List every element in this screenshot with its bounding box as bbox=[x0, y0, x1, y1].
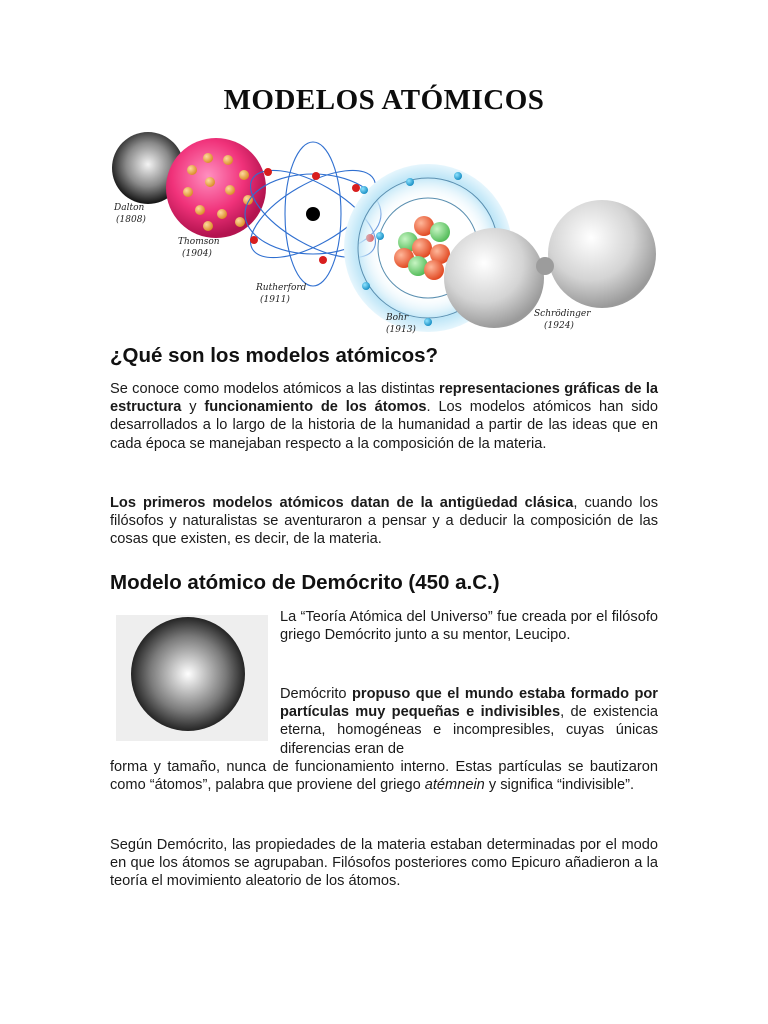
bold-run: funcionamiento de los bbox=[204, 399, 367, 416]
bold-run: representaciones gráficas de la bbox=[439, 381, 659, 397]
caption-dalton-name: Dalton bbox=[114, 203, 145, 213]
bold-run: propuso que el mundo estaba formado por partículas muy pequeñas e indivisibles bbox=[280, 686, 658, 721]
paragraph-propiedades: Según Demócrito, las propiedades de la materia estaban determinadas por el modo en que los átomos se agrupaban. Filósofos posteriores como Epicuro añadieron a la teoría el movimiento aleatorio de los átomos. bbox=[110, 837, 658, 890]
paragraph-teoria-atomica: La “Teoría Atómica del Universo” fue creada por el filósofo griego Demócrito junto a su mentor, Leucipo. bbox=[280, 609, 658, 644]
caption-rutherford-year: (1911) bbox=[260, 295, 290, 305]
bold-run: estructura bbox=[110, 399, 182, 416]
text-run: Demócrito bbox=[280, 686, 352, 702]
italic-run: atémnein bbox=[424, 777, 485, 794]
paragraph-democrito-propuso bbox=[280, 685, 658, 758]
paragraph-democrito-continued bbox=[110, 758, 658, 794]
section-heading-que-son: ¿Qué son los modelos atómicos? bbox=[110, 344, 439, 367]
text-run: y significa “indivisible”. bbox=[484, 777, 635, 794]
text-run: forma y tamaño, nunca de funcionamiento interno. Estas partículas se bautizaron como “átomos”, palabra que proviene del griego bbox=[110, 759, 658, 794]
text-run: . Los modelos atómicos han sido desarrollados a lo largo de la historia de la humanidad a partir de las ideas que en cada época se manejaban respecto a la composición de la materia. bbox=[110, 399, 658, 452]
caption-dalton-year: (1808) bbox=[116, 215, 146, 225]
caption-schrodinger-year: (1924) bbox=[544, 321, 574, 331]
text-run: Se conoce como modelos atómicos a las distintas bbox=[110, 381, 440, 397]
caption-thomson-name: Thomson bbox=[178, 237, 220, 247]
caption-schrodinger-name: Schrödinger bbox=[534, 309, 591, 319]
paragraph-antiguedad bbox=[110, 494, 658, 549]
bold-run: átomos bbox=[374, 399, 427, 416]
caption-thomson-year: (1904) bbox=[182, 249, 212, 259]
bold-run: Los primeros modelos atómicos datan de la antigüedad clásica bbox=[110, 495, 574, 511]
text-run: y bbox=[181, 399, 205, 416]
section-heading-democrito: Modelo atómico de Demócrito (450 a.C.) bbox=[110, 571, 500, 594]
atomic-models-svg bbox=[108, 130, 668, 342]
caption-bohr-year: (1913) bbox=[386, 325, 416, 335]
text-run: , de existencia eterna, homogéneas e incompresibles, cuyas únicas diferencias eran de bbox=[280, 704, 659, 757]
atomic-models-illustration bbox=[108, 130, 668, 342]
solid-sphere-image bbox=[116, 615, 268, 741]
caption-bohr-name: Bohr bbox=[386, 313, 409, 323]
page-title: MODELOS ATÓMICOS bbox=[223, 84, 545, 116]
paragraph-definition bbox=[110, 380, 658, 453]
democrito-figure bbox=[116, 615, 268, 741]
text-run bbox=[367, 399, 375, 415]
caption-rutherford-name: Rutherford bbox=[256, 283, 307, 293]
text-run: , cuando los filósofos y naturalistas se aventuraron a pensar y a deducir la composición de las cosas que existen, es decir, de la materia. bbox=[110, 495, 659, 548]
